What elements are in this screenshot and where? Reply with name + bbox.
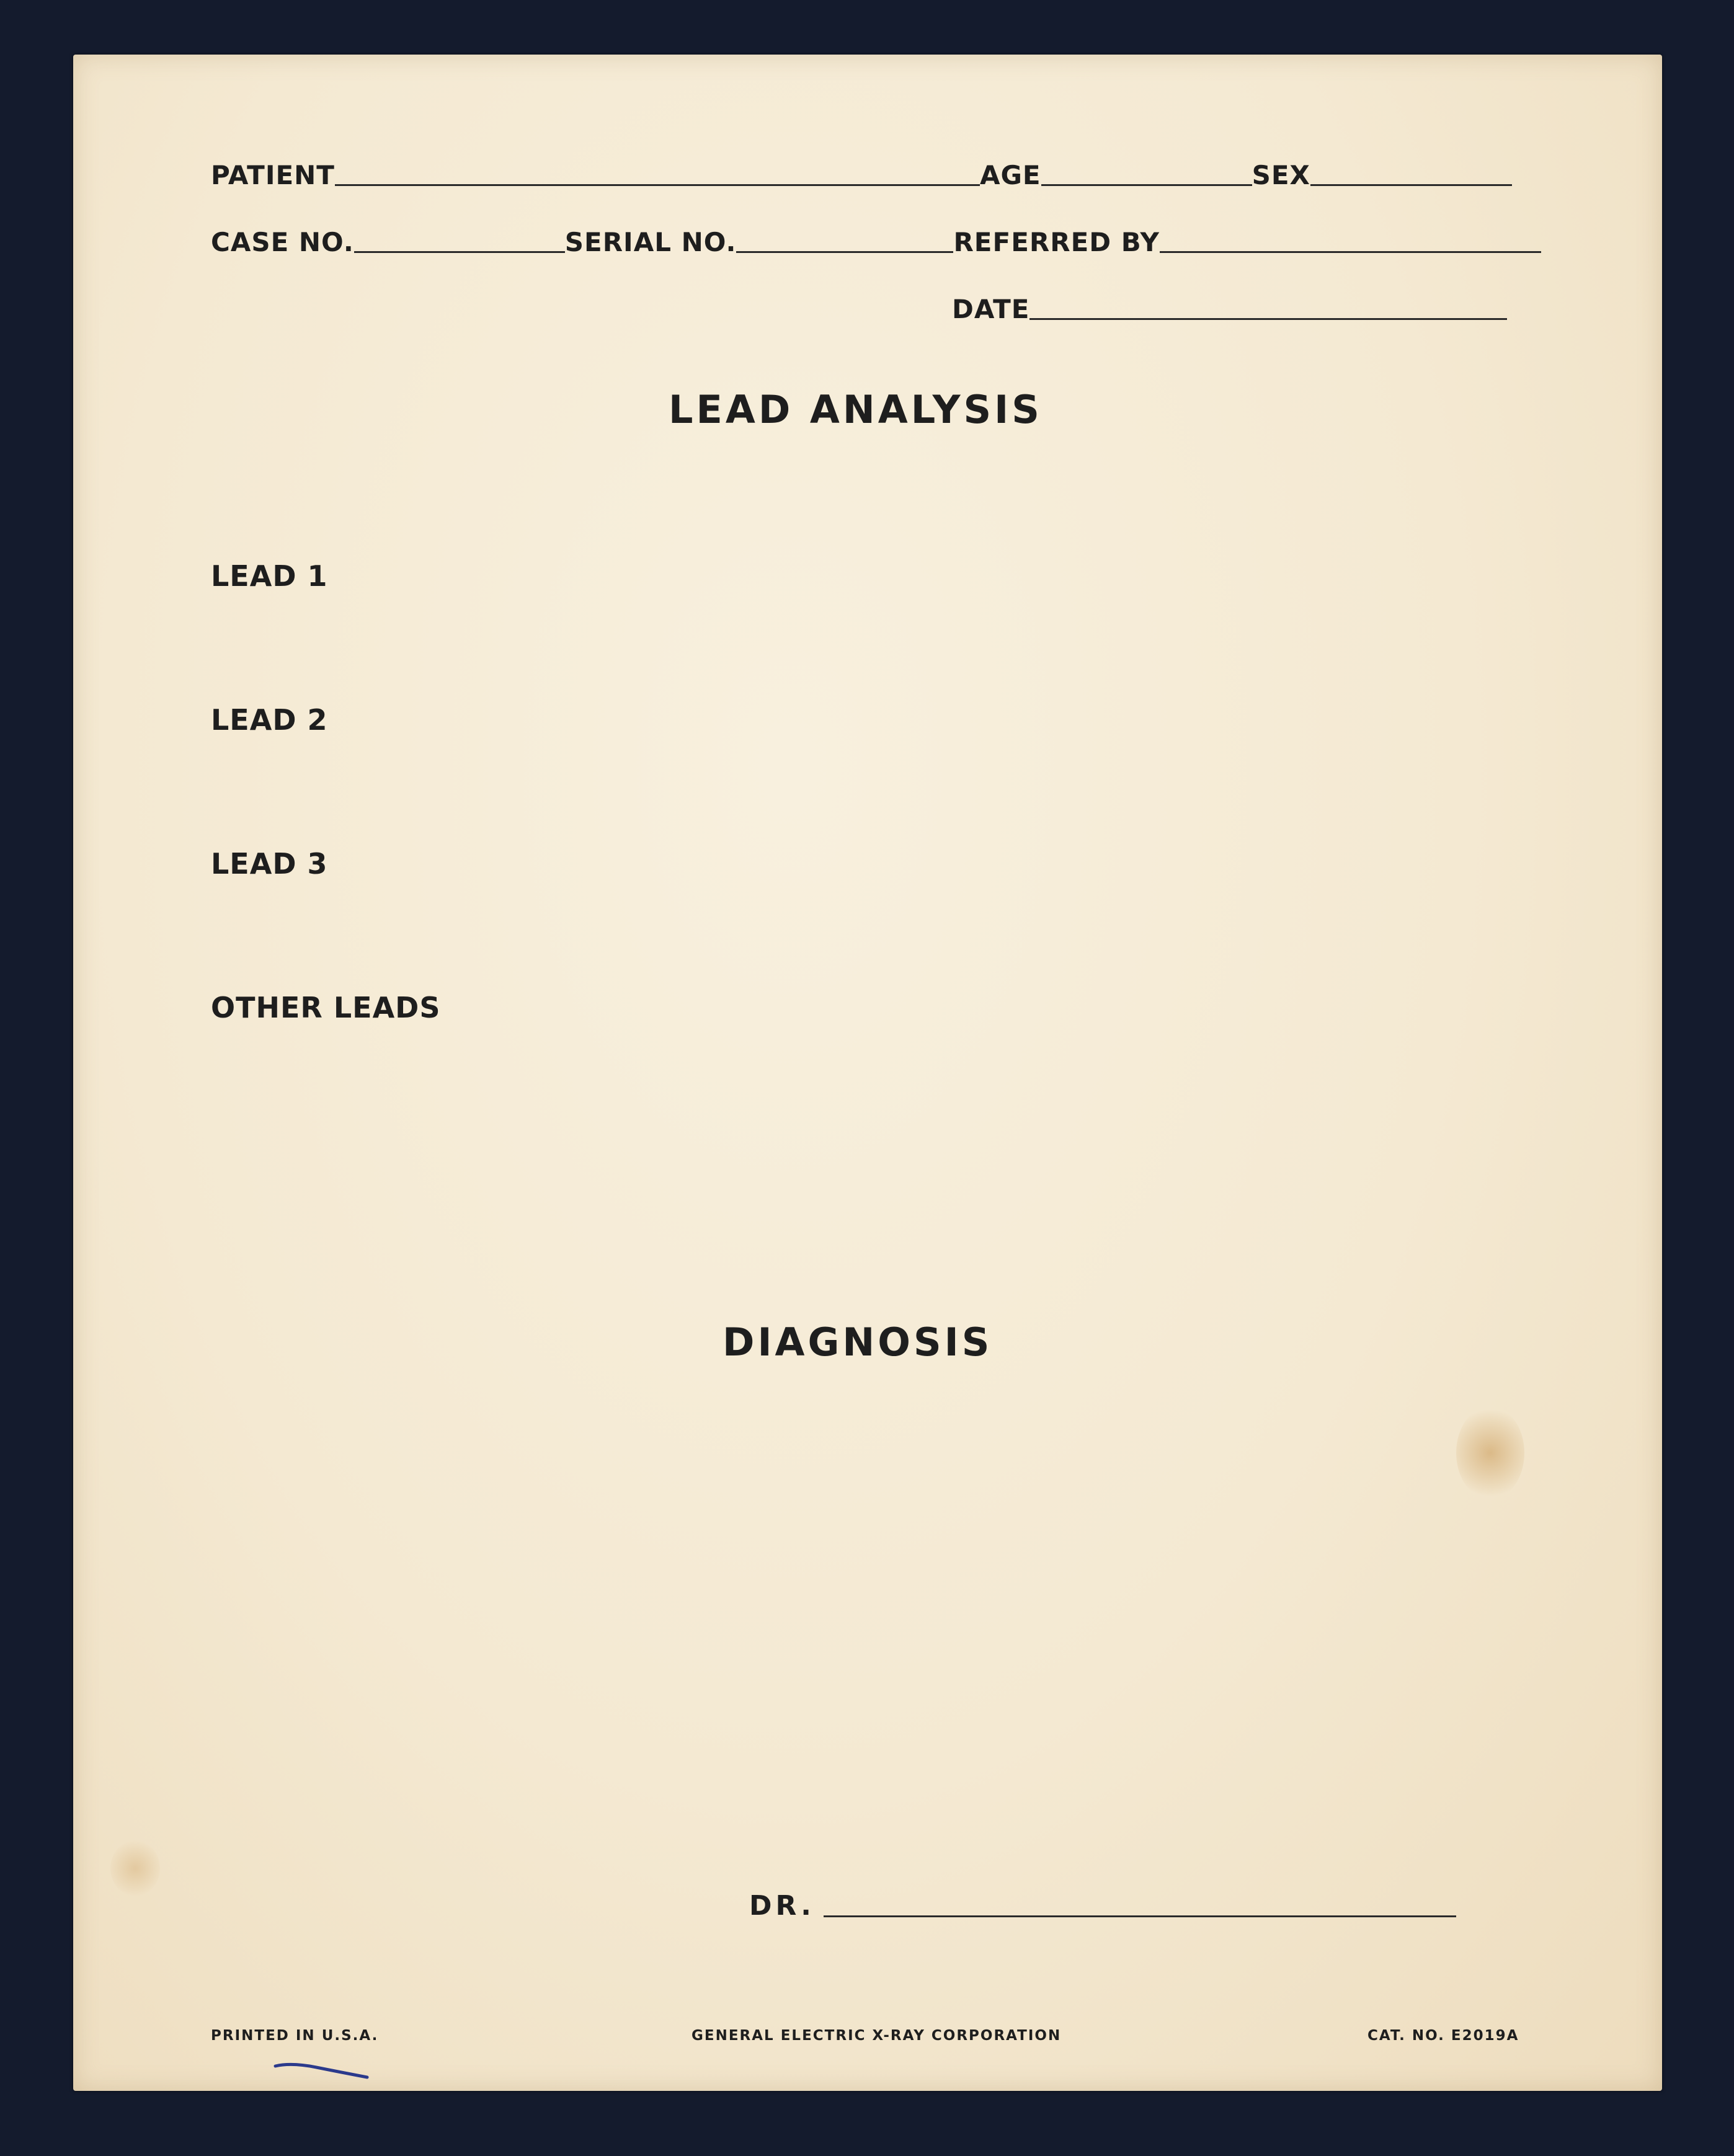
stain-mark: [1456, 1406, 1524, 1499]
stain-mark: [110, 1840, 160, 1896]
serial-no-label: SERIAL NO.: [564, 227, 737, 257]
referred-by-label: REFERRED BY: [953, 227, 1160, 257]
dr-label: DR.: [749, 1890, 815, 1922]
sex-field[interactable]: [1310, 184, 1512, 186]
patient-field[interactable]: [335, 184, 980, 186]
company-name-text: GENERAL ELECTRIC X-RAY CORPORATION: [691, 2028, 1062, 2044]
printed-in-usa-text: PRINTED IN U.S.A.: [211, 2028, 379, 2044]
lead-2-label: LEAD 2: [211, 703, 328, 737]
form-sheet: [73, 55, 1662, 2091]
patient-row: [211, 162, 1512, 189]
lead-1-label: LEAD 1: [211, 559, 328, 593]
diagnosis-heading: DIAGNOSIS: [722, 1320, 993, 1365]
dr-signature-field[interactable]: [824, 1915, 1456, 1917]
lead-analysis-heading: LEAD ANALYSIS: [669, 387, 1043, 432]
case-no-field[interactable]: [354, 251, 565, 253]
age-field[interactable]: [1041, 184, 1252, 186]
pen-stroke-mark: [273, 2059, 372, 2083]
case-row: [211, 229, 1541, 255]
age-label: AGE: [979, 160, 1041, 190]
referred-by-field[interactable]: [1160, 251, 1541, 253]
catalog-number-text: CAT. NO. E2019A: [1367, 2028, 1519, 2044]
date-field[interactable]: [1029, 318, 1507, 320]
date-label: DATE: [952, 294, 1030, 324]
lead-3-label: LEAD 3: [211, 847, 328, 881]
date-row: [952, 296, 1507, 322]
case-no-label: CASE NO.: [211, 227, 354, 257]
sex-label: SEX: [1252, 160, 1310, 190]
other-leads-label: OTHER LEADS: [211, 991, 441, 1024]
serial-no-field[interactable]: [736, 251, 953, 253]
doctor-signature-row: [749, 1892, 1456, 1920]
patient-label: PATIENT: [211, 160, 335, 190]
